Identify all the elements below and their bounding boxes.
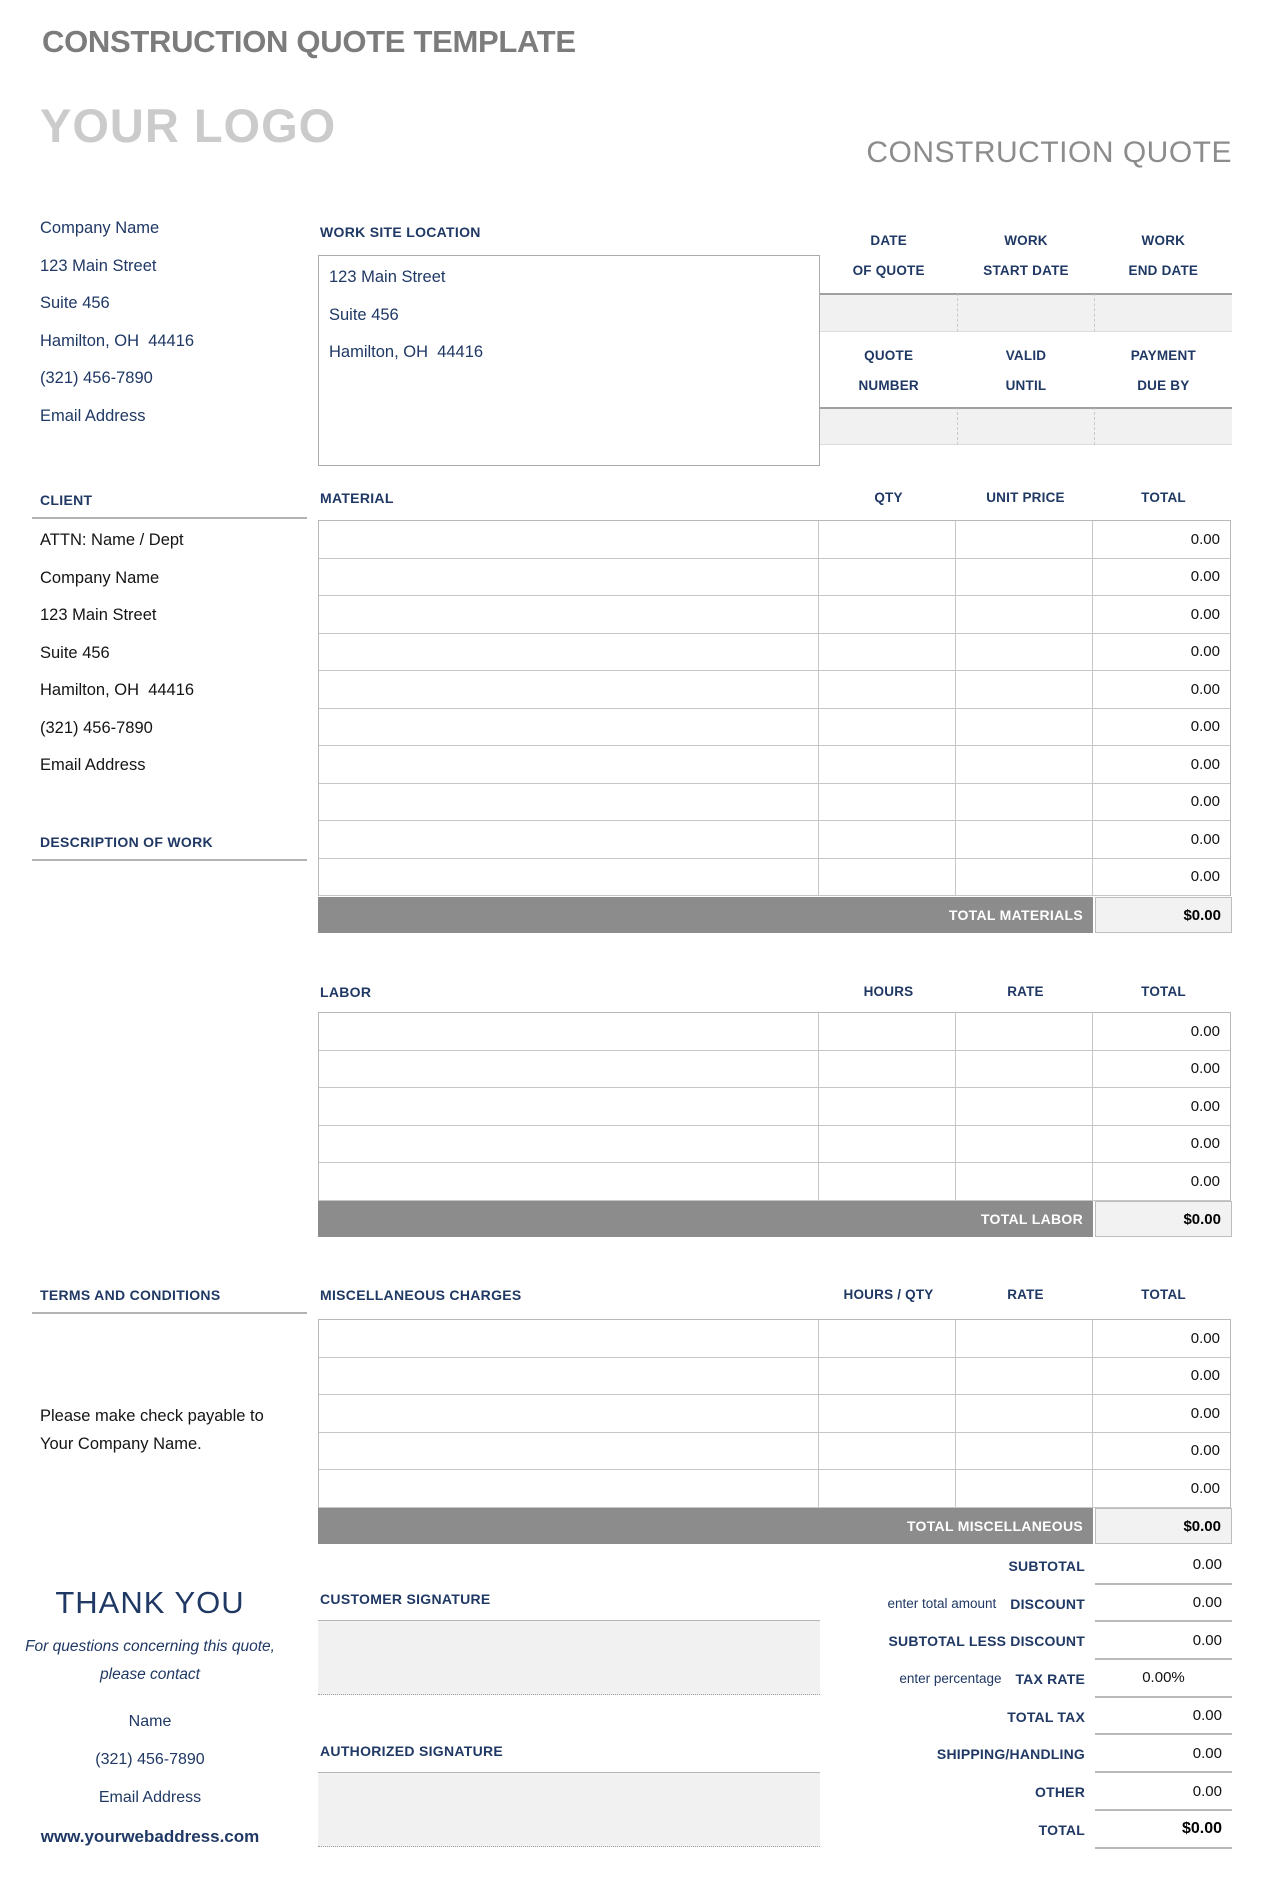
client-divider [32, 517, 307, 519]
total-tax-value: 0.00 [1095, 1698, 1232, 1736]
labor-row [319, 1126, 1230, 1164]
material-row [319, 521, 1230, 559]
row-total-cell: 0.00 [1093, 1395, 1230, 1433]
rate-cell[interactable] [956, 1163, 1093, 1201]
client-info-block [40, 522, 310, 785]
page-title: CONSTRUCTION QUOTE TEMPLATE [42, 24, 576, 59]
authorized-signature-label: AUTHORIZED SIGNATURE [320, 1743, 504, 1759]
total-labor-value: $0.00 [1095, 1201, 1232, 1237]
hours-cell[interactable] [819, 1051, 956, 1089]
terms-line2: Your Company Name. [40, 1435, 202, 1453]
labor-cell[interactable] [319, 1163, 819, 1201]
work-end-date-header: WORK END DATE [1128, 233, 1199, 278]
work-site-label: WORK SITE LOCATION [320, 224, 481, 240]
row-total-cell: 0.00 [1093, 1126, 1230, 1164]
date-of-quote-header: DATE OF QUOTE [852, 233, 925, 278]
company-suite: Suite 456 [40, 294, 110, 312]
hours-cell[interactable] [819, 1163, 956, 1201]
hours-cell[interactable] [819, 1088, 956, 1126]
work-site-suite: Suite 456 [329, 305, 399, 324]
labor-cell[interactable] [319, 1088, 819, 1126]
labor-table [318, 1012, 1231, 1201]
authorized-signature-box[interactable] [318, 1772, 820, 1847]
work-site-city: Hamilton, OH 44416 [329, 343, 484, 361]
description-of-work-area[interactable] [40, 866, 307, 1046]
subtotal-less-discount-label: SUBTOTAL LESS DISCOUNT [888, 1633, 1085, 1650]
summary-row-subtotal [318, 1547, 1232, 1585]
website-link[interactable]: www.yourwebaddress.com [40, 1827, 260, 1846]
client-suite: Suite 456 [40, 643, 110, 662]
grand-total-label: TOTAL [1038, 1821, 1085, 1838]
rate-cell[interactable] [956, 1470, 1093, 1508]
qty-cell[interactable] [819, 671, 956, 709]
charge-cell[interactable] [319, 1320, 819, 1358]
shipping-label: SHIPPING/HANDLING [936, 1746, 1085, 1763]
customer-signature-label: CUSTOMER SIGNATURE [320, 1591, 491, 1607]
material-total-header: TOTAL [1141, 490, 1186, 505]
valid-until-field[interactable] [957, 407, 1095, 445]
total-misc-value: $0.00 [1095, 1508, 1232, 1544]
tax-rate-hint: enter percentage [899, 1671, 1002, 1687]
qty-cell[interactable] [819, 784, 956, 822]
document-heading: CONSTRUCTION QUOTE [866, 136, 1232, 169]
misc-row [319, 1395, 1230, 1433]
misc-label: MISCELLANEOUS CHARGES [320, 1287, 522, 1303]
client-company: Company Name [40, 568, 160, 587]
material-unit-price-header: UNIT PRICE [986, 490, 1065, 505]
tax-rate-label: TAX RATE [1015, 1670, 1085, 1687]
tax-rate-value[interactable]: 0.00% [1095, 1660, 1232, 1698]
material-cell[interactable] [319, 559, 819, 597]
labor-row [319, 1163, 1230, 1201]
row-total-cell: 0.00 [1093, 1358, 1230, 1396]
total-misc-band: TOTAL MISCELLANEOUS [318, 1508, 1093, 1544]
row-total-cell: 0.00 [1093, 821, 1230, 859]
valid-until-header: VALID UNTIL [1005, 348, 1047, 393]
customer-signature-box[interactable] [318, 1620, 820, 1695]
company-street: 123 Main Street [40, 256, 157, 275]
company-phone: (321) 456-7890 [40, 369, 153, 387]
terms-label: TERMS AND CONDITIONS [40, 1287, 221, 1303]
row-total-cell: 0.00 [1093, 1470, 1230, 1508]
labor-cell[interactable] [319, 1051, 819, 1089]
work-site-box[interactable] [318, 255, 820, 466]
hours-qty-cell[interactable] [819, 1320, 956, 1358]
payment-due-by-header: PAYMENT DUE BY [1130, 348, 1196, 393]
labor-hours-header: HOURS [863, 984, 914, 999]
qty-cell[interactable] [819, 521, 956, 559]
row-total-cell: 0.00 [1093, 1320, 1230, 1358]
thank-you-contact [0, 1703, 300, 1817]
thank-you-note [0, 1633, 300, 1689]
row-total-cell: 0.00 [1093, 1013, 1230, 1051]
rate-cell[interactable] [956, 1395, 1093, 1433]
row-total-cell: 0.00 [1093, 1433, 1230, 1471]
quote-field-cells-row2 [820, 407, 1232, 445]
hours-cell[interactable] [819, 1013, 956, 1051]
unit-price-cell[interactable] [956, 596, 1093, 634]
charge-cell[interactable] [319, 1395, 819, 1433]
quote-field-cells-row1 [820, 293, 1232, 332]
row-total-cell: 0.00 [1093, 784, 1230, 822]
terms-text [40, 1402, 320, 1458]
material-row [319, 634, 1230, 672]
labor-total-header: TOTAL [1141, 984, 1186, 999]
misc-row [319, 1320, 1230, 1358]
charge-cell[interactable] [319, 1358, 819, 1396]
rate-cell[interactable] [956, 1126, 1093, 1164]
unit-price-cell[interactable] [956, 559, 1093, 597]
other-label: OTHER [1035, 1784, 1085, 1801]
qty-cell[interactable] [819, 559, 956, 597]
row-total-cell: 0.00 [1093, 746, 1230, 784]
row-total-cell: 0.00 [1093, 1051, 1230, 1089]
work-start-date-header: WORK START DATE [983, 233, 1069, 278]
unit-price-cell[interactable] [956, 709, 1093, 747]
work-start-date-field[interactable] [957, 293, 1095, 332]
unit-price-cell[interactable] [956, 746, 1093, 784]
company-email: Email Address [40, 406, 146, 425]
work-end-date-field[interactable] [1094, 293, 1232, 332]
unit-price-cell[interactable] [956, 859, 1093, 897]
misc-hours-qty-header: HOURS / QTY [843, 1287, 934, 1302]
hours-qty-cell[interactable] [819, 1395, 956, 1433]
row-total-cell: 0.00 [1093, 596, 1230, 634]
date-of-quote-field[interactable] [820, 293, 957, 332]
terms-line1: Please make check payable to [40, 1407, 264, 1425]
qty-cell[interactable] [819, 634, 956, 672]
thank-you-note-line1: For questions concerning this quote, [25, 1638, 275, 1655]
hours-cell[interactable] [819, 1126, 956, 1164]
terms-divider [32, 1312, 307, 1314]
material-cell[interactable] [319, 596, 819, 634]
material-row [319, 671, 1230, 709]
thank-you-note-line2: please contact [100, 1666, 200, 1683]
contact-phone: (321) 456-7890 [95, 1751, 205, 1768]
labor-row [319, 1013, 1230, 1051]
quote-number-header: QUOTE NUMBER [858, 348, 919, 393]
subtotal-less-discount-value: 0.00 [1095, 1622, 1232, 1660]
misc-row [319, 1470, 1230, 1508]
material-cell[interactable] [319, 709, 819, 747]
company-city: Hamilton, OH 44416 [40, 331, 195, 350]
row-total-cell: 0.00 [1093, 1163, 1230, 1201]
qty-cell[interactable] [819, 746, 956, 784]
subtotal-label: SUBTOTAL [1008, 1557, 1085, 1574]
qty-cell[interactable] [819, 821, 956, 859]
material-cell[interactable] [319, 746, 819, 784]
row-total-cell: 0.00 [1093, 559, 1230, 597]
rate-cell[interactable] [956, 1433, 1093, 1471]
charge-cell[interactable] [319, 1470, 819, 1508]
material-row [319, 709, 1230, 747]
shipping-value[interactable]: 0.00 [1095, 1736, 1232, 1774]
material-cell[interactable] [319, 521, 819, 559]
hours-qty-cell[interactable] [819, 1470, 956, 1508]
grand-total-value: $0.00 [1095, 1811, 1232, 1849]
client-email: Email Address [40, 756, 146, 774]
client-label: CLIENT [40, 492, 93, 508]
rate-cell[interactable] [956, 1358, 1093, 1396]
row-total-cell: 0.00 [1093, 634, 1230, 672]
qty-cell[interactable] [819, 596, 956, 634]
labor-label: LABOR [320, 984, 372, 1000]
material-cell[interactable] [319, 671, 819, 709]
misc-table [318, 1319, 1231, 1508]
material-row [319, 859, 1230, 897]
contact-email: Email Address [98, 1789, 202, 1806]
material-label: MATERIAL [320, 490, 394, 506]
description-divider [32, 859, 307, 861]
material-qty-header: QTY [874, 490, 903, 505]
row-total-cell: 0.00 [1093, 1088, 1230, 1126]
summary-row-total-tax [318, 1698, 1232, 1736]
labor-row [319, 1051, 1230, 1089]
client-phone: (321) 456-7890 [40, 718, 153, 737]
labor-cell[interactable] [319, 1126, 819, 1164]
qty-cell[interactable] [819, 709, 956, 747]
total-tax-label: TOTAL TAX [1007, 1708, 1085, 1725]
hours-qty-cell[interactable] [819, 1358, 956, 1396]
hours-qty-cell[interactable] [819, 1433, 956, 1471]
rate-cell[interactable] [956, 1088, 1093, 1126]
rate-cell[interactable] [956, 1320, 1093, 1358]
total-labor-band: TOTAL LABOR [318, 1201, 1093, 1237]
labor-cell[interactable] [319, 1013, 819, 1051]
logo-placeholder: YOUR LOGO [40, 99, 337, 152]
other-value[interactable]: 0.00 [1095, 1773, 1232, 1811]
unit-price-cell[interactable] [956, 521, 1093, 559]
labor-rate-header: RATE [1007, 984, 1044, 999]
unit-price-cell[interactable] [956, 671, 1093, 709]
misc-rate-header: RATE [1007, 1287, 1044, 1302]
rate-cell[interactable] [956, 1013, 1093, 1051]
quote-field-headers-row2 [820, 341, 1232, 401]
total-materials-value: $0.00 [1095, 897, 1232, 933]
material-cell[interactable] [319, 859, 819, 897]
quote-number-field[interactable] [820, 407, 957, 445]
client-street: 123 Main Street [40, 606, 157, 624]
thank-you-heading: THANK YOU [55, 1585, 245, 1620]
material-cell[interactable] [319, 634, 819, 672]
row-total-cell: 0.00 [1093, 859, 1230, 897]
contact-name: Name [128, 1713, 172, 1730]
quote-field-headers-row1 [820, 226, 1232, 286]
row-total-cell: 0.00 [1093, 671, 1230, 709]
row-total-cell: 0.00 [1093, 709, 1230, 747]
material-row [319, 821, 1230, 859]
misc-row [319, 1433, 1230, 1471]
charge-cell[interactable] [319, 1433, 819, 1471]
subtotal-value: 0.00 [1095, 1547, 1232, 1585]
payment-due-by-field[interactable] [1094, 407, 1232, 445]
material-table [318, 520, 1231, 896]
company-info-block [40, 210, 310, 435]
material-row [319, 784, 1230, 822]
rate-cell[interactable] [956, 1051, 1093, 1089]
material-cell[interactable] [319, 821, 819, 859]
unit-price-cell[interactable] [956, 784, 1093, 822]
material-row [319, 596, 1230, 634]
labor-row [319, 1088, 1230, 1126]
material-row [319, 746, 1230, 784]
client-attn: ATTN: Name / Dept [40, 531, 184, 549]
total-materials-band: TOTAL MATERIALS [318, 897, 1093, 933]
work-site-street: 123 Main Street [329, 268, 446, 286]
misc-row [319, 1358, 1230, 1396]
material-row [319, 559, 1230, 597]
unit-price-cell[interactable] [956, 634, 1093, 672]
description-of-work-label: DESCRIPTION OF WORK [40, 834, 213, 850]
discount-label: DISCOUNT [1010, 1595, 1085, 1612]
discount-hint: enter total amount [887, 1596, 997, 1612]
company-name: Company Name [40, 219, 160, 237]
qty-cell[interactable] [819, 859, 956, 897]
discount-value[interactable]: 0.00 [1095, 1585, 1232, 1623]
misc-total-header: TOTAL [1141, 1287, 1186, 1302]
client-city: Hamilton, OH 44416 [40, 681, 195, 699]
unit-price-cell[interactable] [956, 821, 1093, 859]
row-total-cell: 0.00 [1093, 521, 1230, 559]
material-cell[interactable] [319, 784, 819, 822]
